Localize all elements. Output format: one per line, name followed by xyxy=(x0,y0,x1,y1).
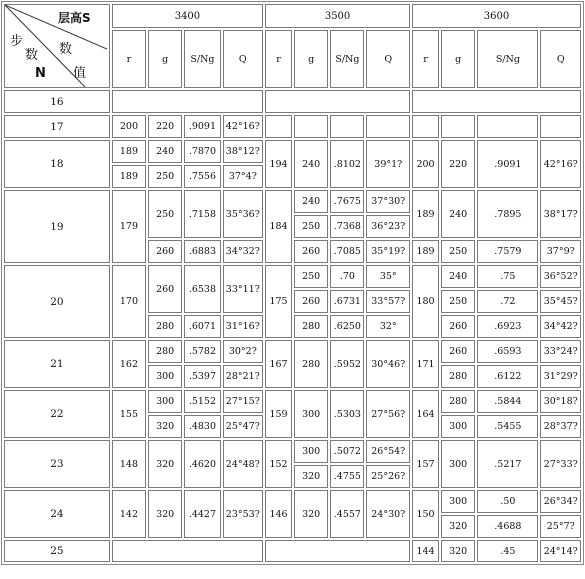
col-header-g: g xyxy=(294,30,328,88)
corner-height-label: 层高S xyxy=(58,11,91,25)
cell-q: 25°47? xyxy=(223,415,263,438)
cell-r: 142 xyxy=(112,490,146,538)
step-count-cell: 22 xyxy=(4,390,110,438)
cell-r: 150 xyxy=(412,490,439,538)
cell-r: 148 xyxy=(112,440,146,488)
cell-g: 320 xyxy=(294,490,328,538)
cell-ratio: .4557 xyxy=(330,490,364,538)
empty-cell xyxy=(112,90,263,113)
empty-cell xyxy=(366,115,410,138)
header-row-groups xyxy=(4,4,581,28)
cell-q: 30°46? xyxy=(366,340,410,388)
cell-ratio: .5303 xyxy=(330,390,364,438)
cell-g: 300 xyxy=(148,390,182,413)
cell-r: 157 xyxy=(412,440,439,488)
cell-q: 39°1? xyxy=(366,140,410,188)
corner-header-cell xyxy=(4,4,110,88)
cell-q: 27°33? xyxy=(540,440,581,488)
table-row xyxy=(4,140,581,163)
cell-q: 24°48? xyxy=(223,440,263,488)
cell-ratio: .5152 xyxy=(184,390,220,413)
cell-q: 32° xyxy=(366,315,410,338)
cell-ratio: .7870 xyxy=(184,140,220,163)
step-count-cell: 25 xyxy=(4,540,110,562)
table-row xyxy=(4,265,581,288)
step-count-cell: 17 xyxy=(4,115,110,138)
corner-count-char: 数 xyxy=(25,48,39,63)
cell-q: 25°26? xyxy=(366,465,410,488)
cell-q: 34°42? xyxy=(540,315,581,338)
step-count-cell: 20 xyxy=(4,265,110,338)
group-header-3600: 3600 xyxy=(412,4,581,28)
cell-r: 170 xyxy=(112,265,146,338)
cell-r: 159 xyxy=(265,390,292,438)
group-header-3500: 3500 xyxy=(265,4,410,28)
cell-q: 35° xyxy=(366,265,410,288)
group-header-3400: 3400 xyxy=(112,4,263,28)
col-header-r: r xyxy=(412,30,439,88)
cell-g: 280 xyxy=(294,340,328,388)
cell-g: 250 xyxy=(441,240,475,263)
cell-ratio: .7895 xyxy=(477,190,538,238)
empty-cell xyxy=(294,115,328,138)
cell-q: 35°19? xyxy=(366,240,410,263)
cell-g: 260 xyxy=(148,240,182,263)
table-row xyxy=(4,390,581,413)
corner-n-label: N xyxy=(35,66,46,81)
cell-ratio: .7556 xyxy=(184,165,220,188)
cell-r: 189 xyxy=(112,165,146,188)
cell-r: 152 xyxy=(265,440,292,488)
cell-ratio: .6071 xyxy=(184,315,220,338)
cell-r: 146 xyxy=(265,490,292,538)
cell-ratio: .4688 xyxy=(477,515,538,538)
cell-r: 164 xyxy=(412,390,439,438)
table-row xyxy=(4,115,581,138)
cell-q: 33°24? xyxy=(540,340,581,363)
stair-parameter-table xyxy=(1,1,584,565)
cell-g: 260 xyxy=(294,240,328,263)
cell-ratio: .7579 xyxy=(477,240,538,263)
cell-g: 300 xyxy=(294,390,328,438)
cell-g: 320 xyxy=(441,515,475,538)
cell-q: 28°21? xyxy=(223,365,263,388)
empty-cell xyxy=(265,90,410,113)
cell-g: 280 xyxy=(441,390,475,413)
cell-g: 220 xyxy=(441,140,475,188)
cell-q: 37°9? xyxy=(540,240,581,263)
col-header-r: r xyxy=(265,30,292,88)
cell-ratio: .6731 xyxy=(330,290,364,313)
cell-ratio: .5952 xyxy=(330,340,364,388)
cell-q: 42°16? xyxy=(540,140,581,188)
cell-g: 250 xyxy=(441,290,475,313)
cell-r: 167 xyxy=(265,340,292,388)
cell-q: 35°45? xyxy=(540,290,581,313)
cell-r: 155 xyxy=(112,390,146,438)
cell-ratio: .6538 xyxy=(184,265,220,313)
cell-ratio: .9091 xyxy=(184,115,220,138)
empty-cell xyxy=(265,540,410,562)
step-count-cell: 19 xyxy=(4,190,110,263)
cell-r: 189 xyxy=(412,240,439,263)
cell-g: 250 xyxy=(148,190,182,238)
col-header-q: Q xyxy=(223,30,263,88)
cell-q: 34°32? xyxy=(223,240,263,263)
table-row xyxy=(4,190,581,213)
corner-steps-char: 步 xyxy=(10,34,24,49)
empty-cell xyxy=(265,115,292,138)
corner-values-char-1: 数 xyxy=(59,42,73,57)
cell-ratio: .4427 xyxy=(184,490,220,538)
cell-q: 26°34? xyxy=(540,490,581,513)
cell-q: 30°18? xyxy=(540,390,581,413)
cell-g: 240 xyxy=(441,190,475,238)
cell-g: 300 xyxy=(441,415,475,438)
cell-ratio: .7675 xyxy=(330,190,364,213)
cell-g: 280 xyxy=(148,340,182,363)
cell-g: 300 xyxy=(441,440,475,488)
cell-g: 260 xyxy=(441,315,475,338)
cell-ratio: .75 xyxy=(477,265,538,288)
table-row xyxy=(4,540,581,562)
empty-cell xyxy=(412,90,581,113)
step-count-cell: 21 xyxy=(4,340,110,388)
cell-r: 180 xyxy=(412,265,439,338)
cell-ratio: .6883 xyxy=(184,240,220,263)
col-header-ratio: S/Ng xyxy=(184,30,220,88)
corner-values-char-2: 值 xyxy=(73,66,87,81)
cell-q: 27°15? xyxy=(223,390,263,413)
cell-r: 171 xyxy=(412,340,439,388)
cell-ratio: .7085 xyxy=(330,240,364,263)
cell-q: 37°4? xyxy=(223,165,263,188)
cell-ratio: .72 xyxy=(477,290,538,313)
cell-ratio: .7158 xyxy=(184,190,220,238)
cell-ratio: .9091 xyxy=(477,140,538,188)
cell-r: 200 xyxy=(412,140,439,188)
cell-q: 33°57? xyxy=(366,290,410,313)
cell-q: 36°52? xyxy=(540,265,581,288)
cell-ratio: .7368 xyxy=(330,215,364,238)
cell-ratio: .6122 xyxy=(477,365,538,388)
col-header-g: g xyxy=(441,30,475,88)
cell-ratio: .5844 xyxy=(477,390,538,413)
cell-g: 240 xyxy=(294,190,328,213)
cell-ratio: .6250 xyxy=(330,315,364,338)
cell-q: 33°11? xyxy=(223,265,263,313)
cell-q: 38°12? xyxy=(223,140,263,163)
cell-q: 31°29? xyxy=(540,365,581,388)
step-count-cell: 23 xyxy=(4,440,110,488)
cell-g: 240 xyxy=(294,140,328,188)
cell-q: 37°30? xyxy=(366,190,410,213)
cell-r: 179 xyxy=(112,190,146,263)
table-row xyxy=(4,440,581,463)
cell-q: 25°7? xyxy=(540,515,581,538)
cell-ratio: .6593 xyxy=(477,340,538,363)
cell-r: 144 xyxy=(412,540,439,562)
step-count-cell: 18 xyxy=(4,140,110,188)
cell-ratio: .5397 xyxy=(184,365,220,388)
cell-q: 35°36? xyxy=(223,190,263,238)
cell-q: 24°30? xyxy=(366,490,410,538)
cell-g: 280 xyxy=(294,315,328,338)
col-header-r: r xyxy=(112,30,146,88)
cell-g: 240 xyxy=(441,265,475,288)
cell-q: 42°16? xyxy=(223,115,263,138)
cell-ratio: .4830 xyxy=(184,415,220,438)
cell-g: 300 xyxy=(148,365,182,388)
col-header-ratio: S/Ng xyxy=(477,30,538,88)
empty-cell xyxy=(441,115,475,138)
empty-cell xyxy=(540,115,581,138)
cell-ratio: .5455 xyxy=(477,415,538,438)
cell-q: 23°53? xyxy=(223,490,263,538)
stair-table-container xyxy=(1,1,584,565)
empty-cell xyxy=(477,115,538,138)
table-row xyxy=(4,490,581,513)
cell-q: 38°17? xyxy=(540,190,581,238)
corner-diagonal-graphic xyxy=(5,5,107,87)
cell-g: 320 xyxy=(148,440,182,488)
cell-ratio: .5217 xyxy=(477,440,538,488)
cell-g: 320 xyxy=(294,465,328,488)
empty-cell xyxy=(412,115,439,138)
cell-r: 194 xyxy=(265,140,292,188)
col-header-q: Q xyxy=(366,30,410,88)
cell-q: 28°37? xyxy=(540,415,581,438)
cell-g: 300 xyxy=(441,490,475,513)
cell-g: 280 xyxy=(441,365,475,388)
cell-g: 320 xyxy=(148,415,182,438)
cell-q: 30°2? xyxy=(223,340,263,363)
col-header-ratio: S/Ng xyxy=(330,30,364,88)
cell-r: 162 xyxy=(112,340,146,388)
cell-ratio: .50 xyxy=(477,490,538,513)
table-row xyxy=(4,90,581,113)
cell-ratio: .6923 xyxy=(477,315,538,338)
cell-g: 300 xyxy=(294,440,328,463)
empty-cell xyxy=(112,540,263,562)
cell-ratio: .70 xyxy=(330,265,364,288)
step-count-cell: 16 xyxy=(4,90,110,113)
cell-g: 260 xyxy=(148,265,182,313)
col-header-g: g xyxy=(148,30,182,88)
step-count-cell: 24 xyxy=(4,490,110,538)
empty-cell xyxy=(330,115,364,138)
table-row xyxy=(4,340,581,363)
cell-g: 260 xyxy=(441,340,475,363)
cell-ratio: .5072 xyxy=(330,440,364,463)
cell-g: 220 xyxy=(148,115,182,138)
cell-g: 250 xyxy=(294,265,328,288)
cell-g: 320 xyxy=(148,490,182,538)
cell-r: 175 xyxy=(265,265,292,338)
cell-q: 27°56? xyxy=(366,390,410,438)
cell-g: 260 xyxy=(294,290,328,313)
cell-g: 250 xyxy=(148,165,182,188)
cell-q: 24°14? xyxy=(540,540,581,562)
cell-g: 240 xyxy=(148,140,182,163)
cell-r: 189 xyxy=(412,190,439,238)
cell-r: 184 xyxy=(265,190,292,263)
cell-ratio: .4755 xyxy=(330,465,364,488)
cell-q: 36°23? xyxy=(366,215,410,238)
cell-ratio: .4620 xyxy=(184,440,220,488)
cell-ratio: .5782 xyxy=(184,340,220,363)
col-header-q: Q xyxy=(540,30,581,88)
cell-r: 200 xyxy=(112,115,146,138)
cell-ratio: .8102 xyxy=(330,140,364,188)
cell-r: 189 xyxy=(112,140,146,163)
cell-g: 250 xyxy=(294,215,328,238)
cell-g: 280 xyxy=(148,315,182,338)
cell-q: 31°16? xyxy=(223,315,263,338)
cell-ratio: .45 xyxy=(477,540,538,562)
cell-g: 320 xyxy=(441,540,475,562)
cell-q: 26°54? xyxy=(366,440,410,463)
